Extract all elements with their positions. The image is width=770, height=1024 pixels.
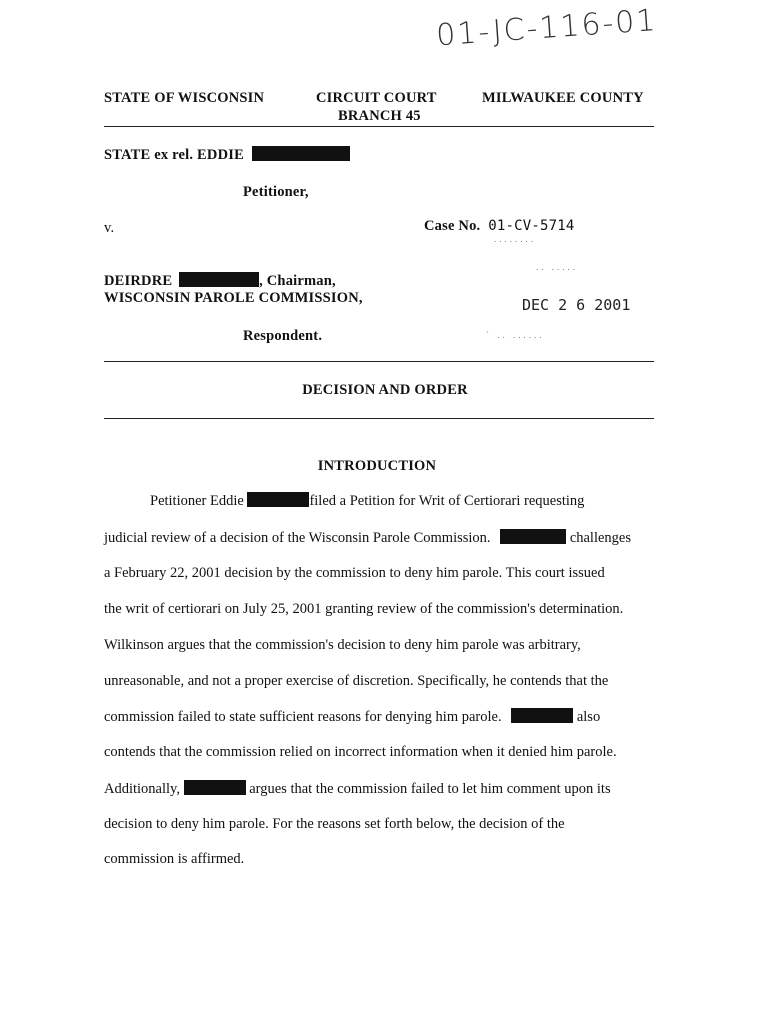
redaction-bar xyxy=(252,146,350,161)
caption-county: MILWAUKEE COUNTY xyxy=(482,90,644,106)
body-line: decision to deny him parole. For the reasons set forth below, the decision of the xyxy=(104,816,565,832)
redaction-bar xyxy=(247,492,309,507)
respondent-name: DEIRDRE xyxy=(104,273,173,289)
petitioner-role: Petitioner, xyxy=(243,184,309,200)
body-line: judicial review of a decision of the Wisconsin Parole Commission. challenges xyxy=(104,530,632,546)
filing-stamp-date: DEC 2 6 2001 xyxy=(522,296,631,314)
document-title: DECISION AND ORDER xyxy=(302,382,468,398)
case-label: Case No. xyxy=(424,218,481,234)
stamp-dots: ` .. ...... xyxy=(486,330,545,340)
body-line: Additionally, argues that the commission failed to let him comment upon its xyxy=(104,781,611,797)
respondent-title: , Chairman, xyxy=(259,273,336,289)
respondent-line xyxy=(104,272,336,290)
scan-dots: ........ xyxy=(494,234,536,244)
respondent-agency: WISCONSIN PAROLE COMMISSION, xyxy=(104,290,363,306)
versus-label: v. xyxy=(104,220,115,236)
section-heading: INTRODUCTION xyxy=(317,458,437,474)
petitioner-line xyxy=(104,146,350,164)
body-line: contends that the commission relied on incorrect information when it denied him parole. xyxy=(104,744,617,760)
title-rule xyxy=(104,418,654,419)
redaction-bar xyxy=(184,780,246,795)
caption-rule-top xyxy=(104,126,654,127)
case-number: 01-CV-5714 xyxy=(488,218,575,234)
petitioner-name: STATE ex rel. EDDIE xyxy=(104,147,244,163)
handwritten-case-number: 01-JC-116-01 xyxy=(435,2,659,54)
body-line: commission failed to state sufficient reasons for denying him parole. also xyxy=(104,709,601,725)
stamp-dots: .. ..... xyxy=(536,262,578,272)
caption-court: CIRCUIT COURT xyxy=(316,90,437,106)
caption-branch: BRANCH 45 xyxy=(338,108,421,124)
redaction-bar xyxy=(511,708,573,723)
caption-rule-bottom xyxy=(104,361,654,362)
redaction-bar xyxy=(500,529,566,544)
body-line: the writ of certiorari on July 25, 2001 granting review of the commission's determination. xyxy=(104,601,624,617)
case-number-line xyxy=(424,218,575,235)
caption-state: STATE OF WISCONSIN xyxy=(104,90,265,106)
body-line: Petitioner Eddie filed a Petition for Writ of Certiorari requesting xyxy=(150,493,585,509)
body-line: unreasonable, and not a proper exercise of discretion. Specifically, he contends that the xyxy=(104,673,609,689)
body-line: commission is affirmed. xyxy=(104,851,245,867)
redaction-bar xyxy=(179,272,259,287)
body-line: a February 22, 2001 decision by the commission to deny him parole. This court issued xyxy=(104,565,605,581)
respondent-role: Respondent. xyxy=(243,328,323,344)
body-line: Wilkinson argues that the commission's decision to deny him parole was arbitrary, xyxy=(104,637,581,653)
